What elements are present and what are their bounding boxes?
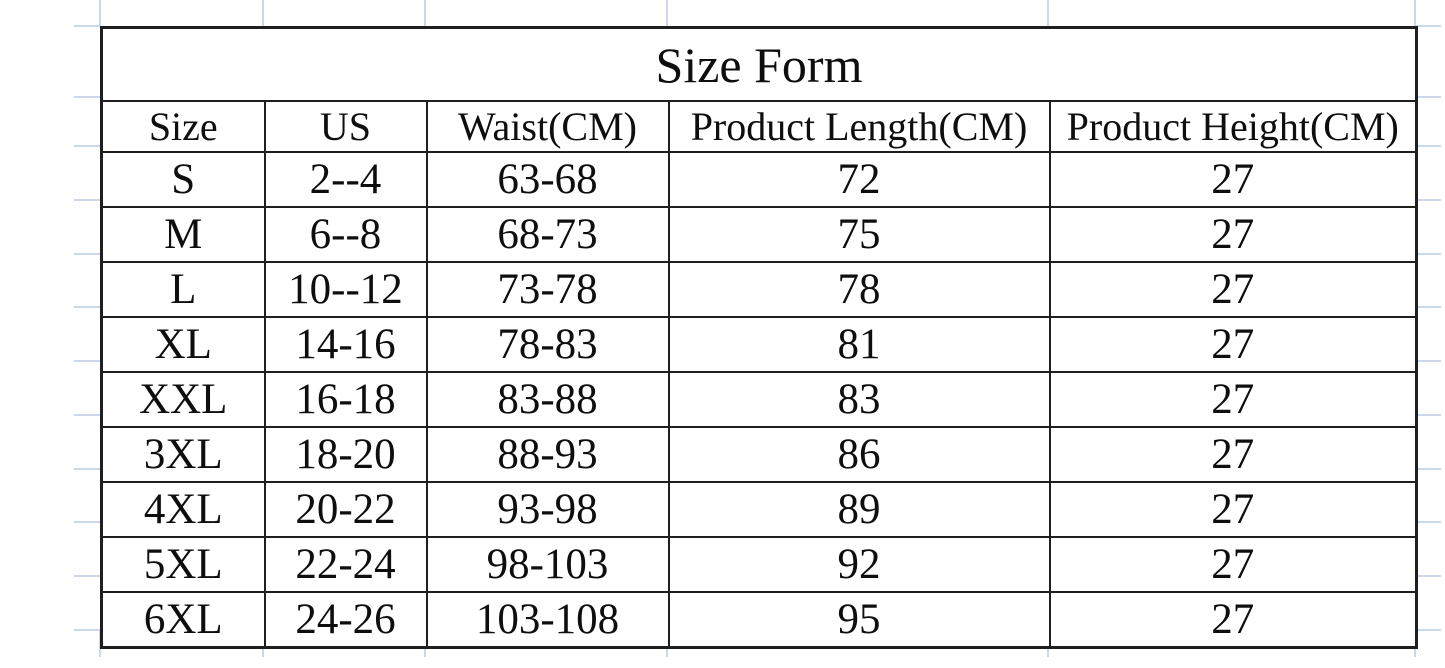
gridline-tick [1414, 0, 1416, 26]
table-cell: 83 [669, 372, 1050, 427]
gridline-tick [1415, 468, 1441, 470]
table-row [102, 152, 1417, 207]
column-header: Product Height(CM) [1050, 101, 1417, 152]
table-cell: 63-68 [427, 152, 669, 207]
gridline-tick [74, 629, 100, 631]
table-cell: 95 [669, 592, 1050, 648]
table-cell: 27 [1050, 372, 1417, 427]
table-row [102, 207, 1417, 262]
table-cell: M [102, 207, 265, 262]
gridline-tick [1415, 96, 1441, 98]
table-cell: 89 [669, 482, 1050, 537]
table-cell: 78 [669, 262, 1050, 317]
table-cell: 4XL [102, 482, 265, 537]
table-cell: L [102, 262, 265, 317]
gridline-tick [1047, 0, 1049, 26]
gridline-tick [74, 414, 100, 416]
table-cell: 83-88 [427, 372, 669, 427]
column-header: Product Length(CM) [669, 101, 1050, 152]
gridline-tick [1415, 414, 1441, 416]
gridline-tick [1415, 575, 1441, 577]
table-row [102, 482, 1417, 537]
gridline-tick [74, 199, 100, 201]
size-chart-table [100, 26, 1418, 649]
table-cell: 2--4 [265, 152, 427, 207]
table-cell: 27 [1050, 482, 1417, 537]
table-row [102, 592, 1417, 648]
table-row [102, 317, 1417, 372]
gridline-tick [74, 468, 100, 470]
gridline-tick [74, 575, 100, 577]
header-row [102, 101, 1417, 152]
gridline-tick [74, 25, 100, 27]
gridline-tick [74, 145, 100, 147]
table-cell: 6--8 [265, 207, 427, 262]
gridline-tick [74, 521, 100, 523]
table-row [102, 372, 1417, 427]
gridline-tick [1415, 25, 1441, 27]
table-cell: 75 [669, 207, 1050, 262]
table-cell: 22-24 [265, 537, 427, 592]
table-cell: 103-108 [427, 592, 669, 648]
table-cell: 24-26 [265, 592, 427, 648]
table-row [102, 537, 1417, 592]
table-cell: XL [102, 317, 265, 372]
table-cell: 10--12 [265, 262, 427, 317]
gridline-tick [1415, 629, 1441, 631]
table-cell: 6XL [102, 592, 265, 648]
gridline-tick [1415, 253, 1441, 255]
table-cell: 78-83 [427, 317, 669, 372]
table-row [102, 262, 1417, 317]
table-cell: 27 [1050, 262, 1417, 317]
title-row [102, 28, 1417, 102]
table-cell: 16-18 [265, 372, 427, 427]
table-row [102, 427, 1417, 482]
table-cell: 27 [1050, 592, 1417, 648]
table-cell: 98-103 [427, 537, 669, 592]
table-cell: 92 [669, 537, 1050, 592]
table-cell: XXL [102, 372, 265, 427]
table-cell: 27 [1050, 152, 1417, 207]
gridline-tick [74, 306, 100, 308]
table-cell: 86 [669, 427, 1050, 482]
gridline-tick [1415, 306, 1441, 308]
table-cell: 72 [669, 152, 1050, 207]
table-cell: 93-98 [427, 482, 669, 537]
table-cell: 14-16 [265, 317, 427, 372]
gridline-tick [74, 253, 100, 255]
table-cell: 18-20 [265, 427, 427, 482]
gridline-tick [99, 0, 101, 26]
table-cell: 81 [669, 317, 1050, 372]
column-header: US [265, 101, 427, 152]
gridline-tick [262, 0, 264, 26]
table-cell: 5XL [102, 537, 265, 592]
gridline-tick [1415, 521, 1441, 523]
table-cell: 3XL [102, 427, 265, 482]
table-cell: 27 [1050, 207, 1417, 262]
gridline-tick [424, 0, 426, 26]
gridline-tick [1415, 145, 1441, 147]
gridline-tick [1415, 199, 1441, 201]
table-title: Size Form [102, 28, 1417, 102]
gridline-tick [74, 360, 100, 362]
table-cell: S [102, 152, 265, 207]
gridline-tick [1415, 360, 1441, 362]
table-cell: 73-78 [427, 262, 669, 317]
table-cell: 27 [1050, 537, 1417, 592]
gridline-tick [74, 96, 100, 98]
table-cell: 68-73 [427, 207, 669, 262]
column-header: Waist(CM) [427, 101, 669, 152]
table-cell: 88-93 [427, 427, 669, 482]
column-header: Size [102, 101, 265, 152]
table-cell: 27 [1050, 317, 1417, 372]
gridline-tick [666, 0, 668, 26]
table-cell: 20-22 [265, 482, 427, 537]
table-cell: 27 [1050, 427, 1417, 482]
